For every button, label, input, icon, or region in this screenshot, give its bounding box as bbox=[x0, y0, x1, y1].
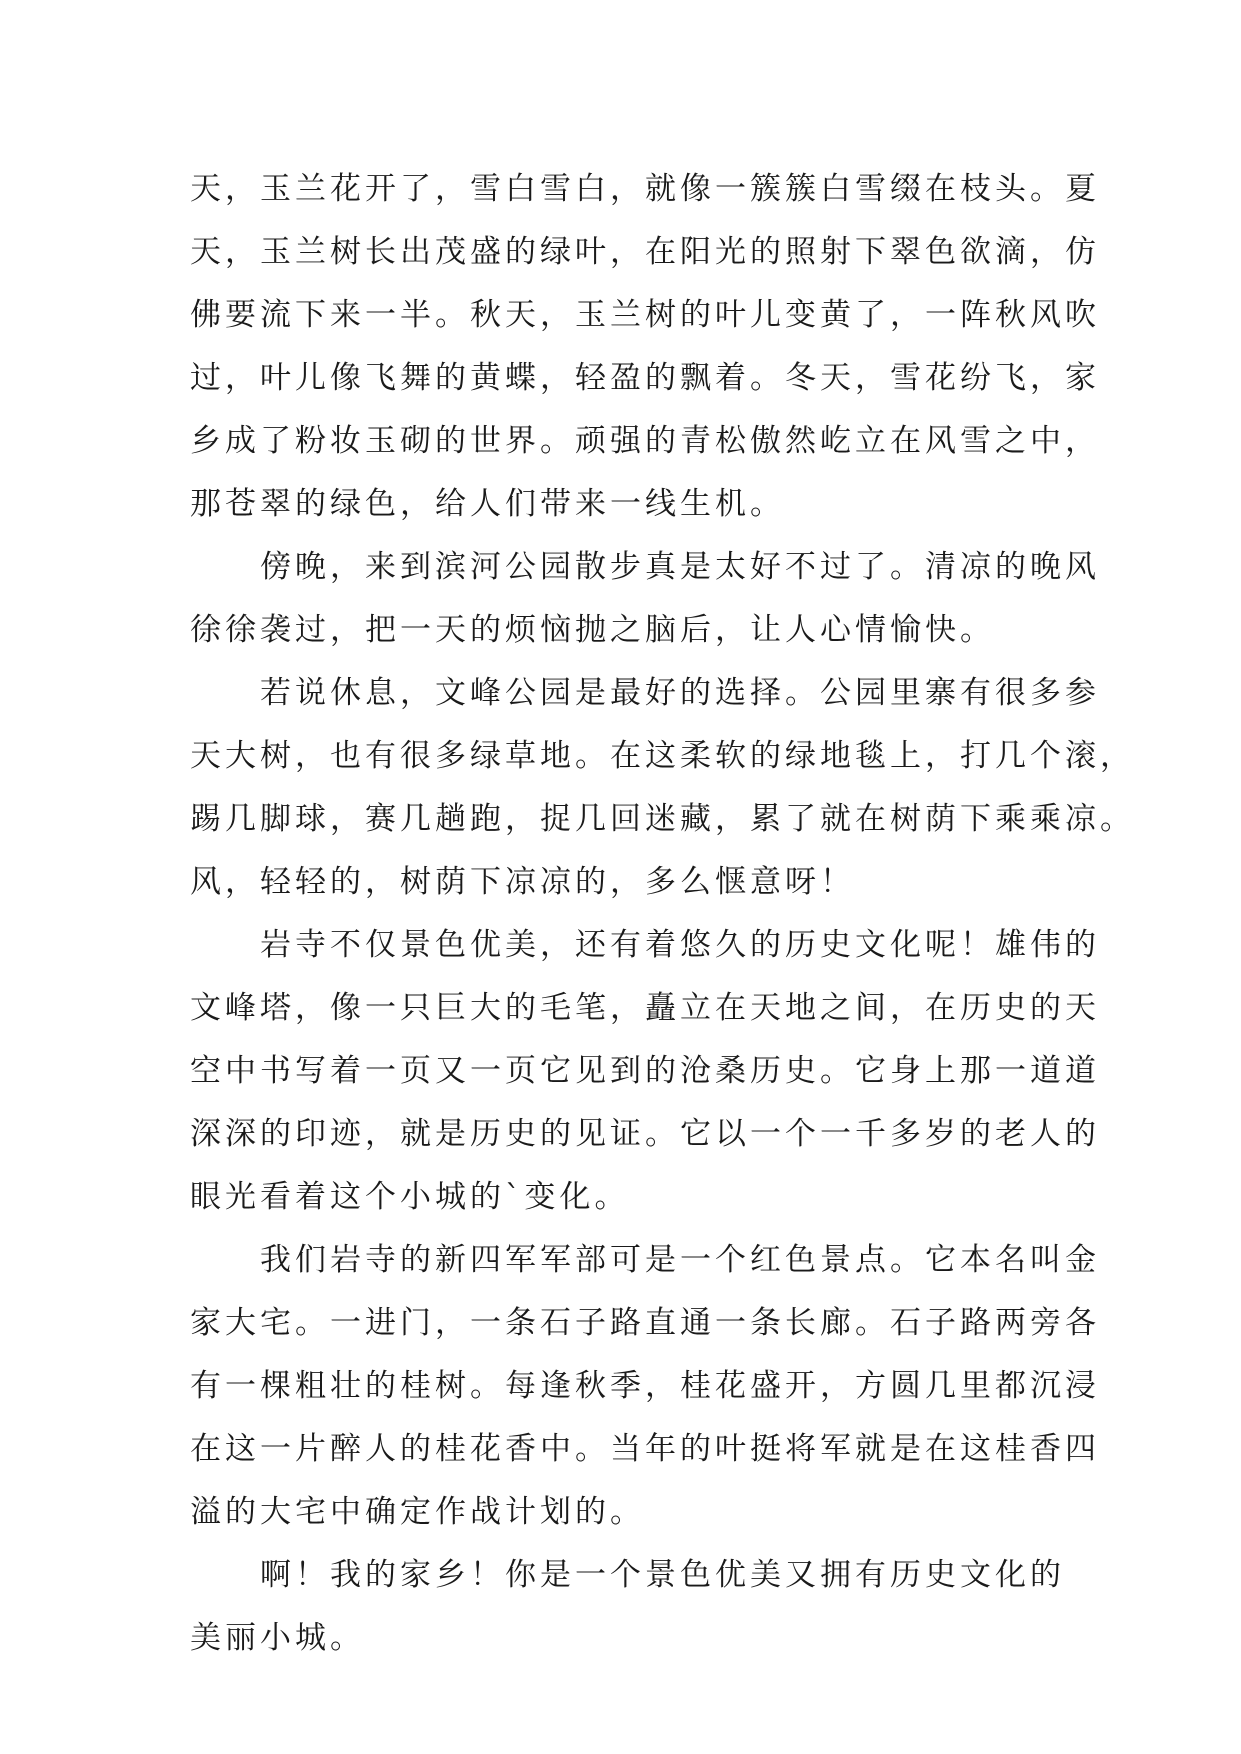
text-line: 佛要流下来一半。秋天，玉兰树的叶儿变黄了，一阵秋风吹 bbox=[190, 297, 1100, 333]
text-line: 风，轻轻的，树荫下凉凉的，多么惬意呀！ bbox=[190, 864, 855, 900]
text-line: 天大树，也有很多绿草地。在这柔软的绿地毯上，打几个滚， bbox=[190, 738, 1135, 774]
text-line: 啊！我的家乡！你是一个景色优美又拥有历史文化的 bbox=[260, 1557, 1065, 1593]
text-line: 家大宅。一进门，一条石子路直通一条长廊。石子路两旁各 bbox=[190, 1305, 1100, 1341]
text-line: 那苍翠的绿色，给人们带来一线生机。 bbox=[190, 486, 785, 522]
text-line: 徐徐袭过，把一天的烦恼抛之脑后，让人心情愉快。 bbox=[190, 612, 995, 648]
document-body bbox=[190, 158, 1135, 1670]
text-line: 空中书写着一页又一页它见到的沧桑历史。它身上那一道道 bbox=[190, 1053, 1100, 1089]
paragraph-6 bbox=[190, 1544, 1065, 1670]
text-line: 过，叶儿像飞舞的黄蝶，轻盈的飘着。冬天，雪花纷飞，家 bbox=[190, 360, 1100, 396]
paragraph-3 bbox=[190, 662, 1135, 914]
text-line: 眼光看着这个小城的`变化。 bbox=[190, 1179, 630, 1215]
text-line: 美丽小城。 bbox=[190, 1620, 365, 1656]
paragraph-2 bbox=[190, 536, 1100, 662]
paragraph-5 bbox=[190, 1229, 1100, 1544]
text-line: 岩寺不仅景色优美，还有着悠久的历史文化呢！雄伟的 bbox=[260, 927, 1100, 963]
text-line: 在这一片醉人的桂花香中。当年的叶挺将军就是在这桂香四 bbox=[190, 1431, 1100, 1467]
text-line: 我们岩寺的新四军军部可是一个红色景点。它本名叫金 bbox=[260, 1242, 1100, 1278]
text-line: 溢的大宅中确定作战计划的。 bbox=[190, 1494, 645, 1530]
paragraph-1 bbox=[190, 158, 1100, 536]
text-line: 傍晚，来到滨河公园散步真是太好不过了。清凉的晚风 bbox=[260, 549, 1100, 585]
paragraph-4 bbox=[190, 914, 1100, 1229]
text-line: 踢几脚球，赛几趟跑，捉几回迷藏，累了就在树荫下乘乘凉。 bbox=[190, 801, 1135, 837]
text-line: 天，玉兰树长出茂盛的绿叶，在阳光的照射下翠色欲滴，仿 bbox=[190, 234, 1100, 270]
text-line: 若说休息，文峰公园是最好的选择。公园里寨有很多参 bbox=[260, 675, 1100, 711]
text-line: 天，玉兰花开了，雪白雪白，就像一簇簇白雪缀在枝头。夏 bbox=[190, 171, 1100, 207]
text-line: 文峰塔，像一只巨大的毛笔，矗立在天地之间，在历史的天 bbox=[190, 990, 1100, 1026]
text-line: 深深的印迹，就是历史的见证。它以一个一千多岁的老人的 bbox=[190, 1116, 1100, 1152]
text-line: 有一棵粗壮的桂树。每逢秋季，桂花盛开，方圆几里都沉浸 bbox=[190, 1368, 1100, 1404]
text-line: 乡成了粉妆玉砌的世界。顽强的青松傲然屹立在风雪之中， bbox=[190, 423, 1100, 459]
